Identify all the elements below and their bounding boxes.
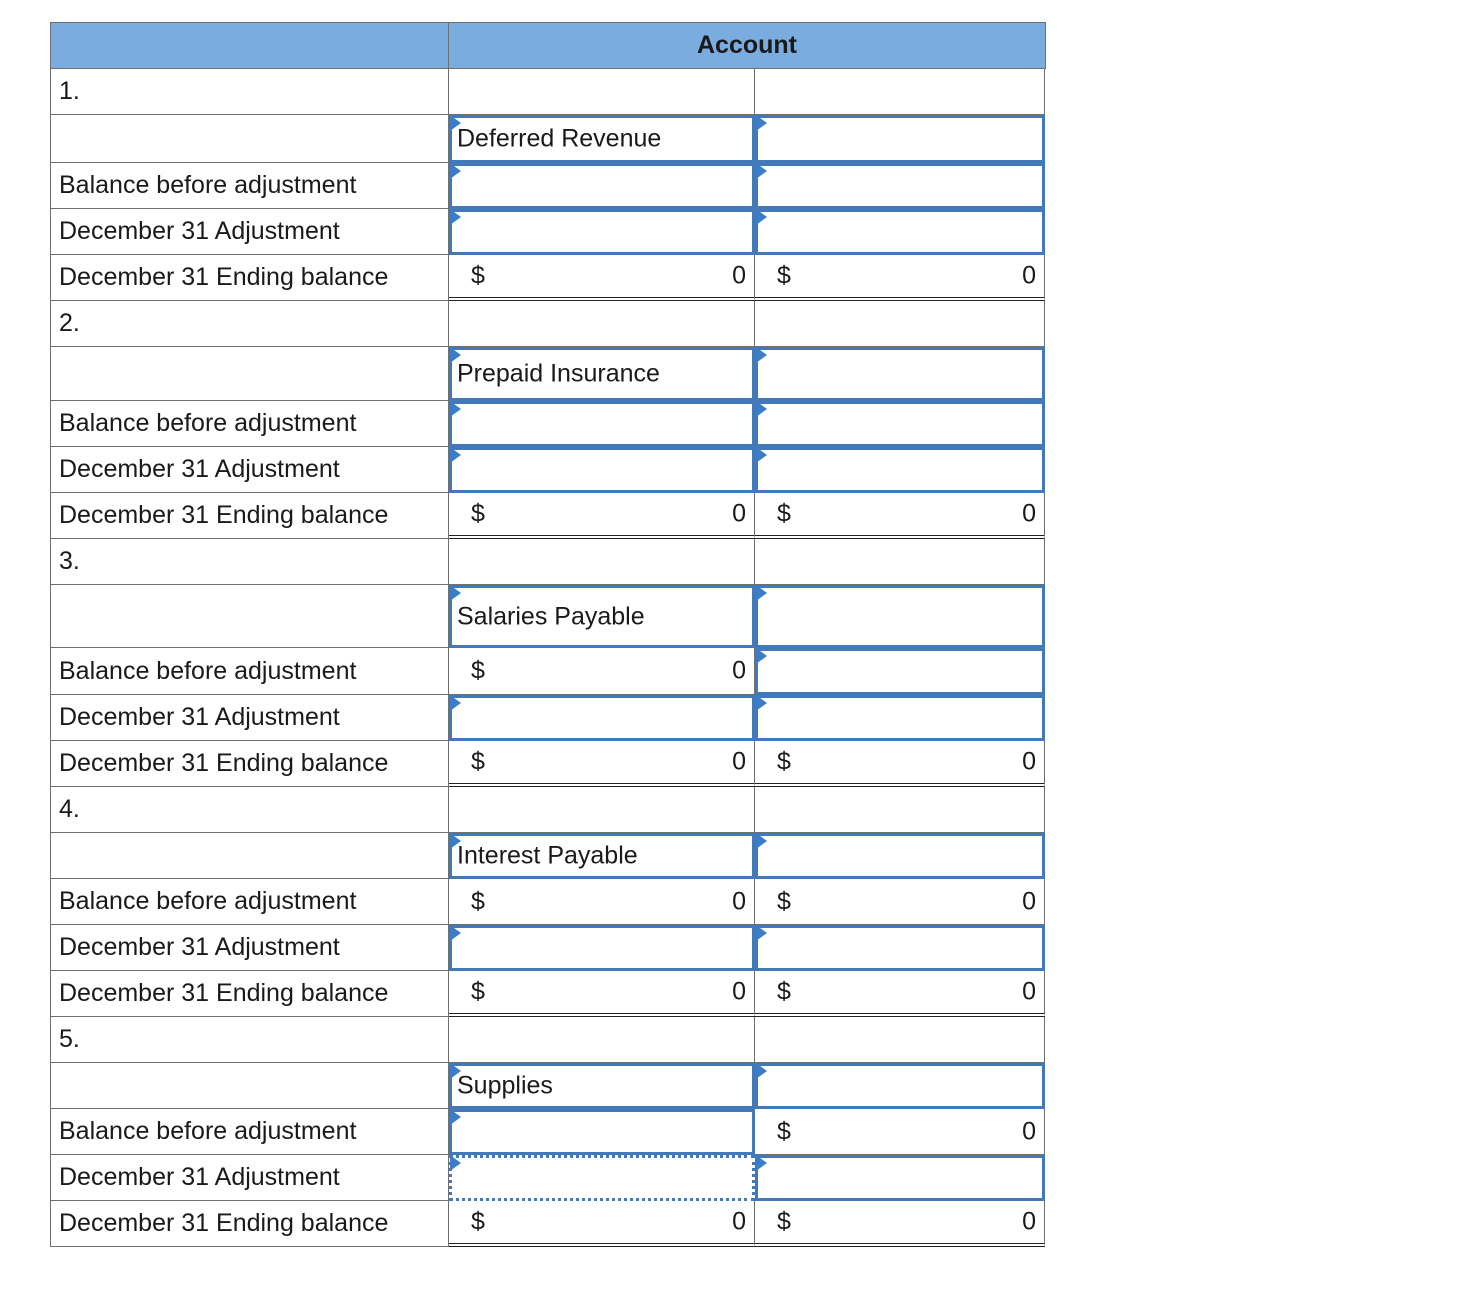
dollar-sign: $ bbox=[471, 261, 485, 290]
account-name: Interest Payable bbox=[457, 841, 638, 870]
section-number-row bbox=[50, 787, 1046, 833]
adjustment-left-input[interactable] bbox=[449, 1155, 755, 1201]
balance-label: Balance before adjustment bbox=[50, 879, 449, 925]
section-number-row bbox=[50, 1017, 1046, 1063]
blank-label-cell bbox=[50, 347, 449, 401]
header-title: Account bbox=[697, 31, 797, 59]
adjustment-label: December 31 Adjustment bbox=[50, 925, 449, 971]
ending-balance-row bbox=[50, 1201, 1046, 1247]
ending-right-value bbox=[755, 255, 1045, 301]
amount-value: 0 bbox=[732, 977, 746, 1006]
account-side-input[interactable] bbox=[755, 585, 1045, 648]
blank-cell bbox=[449, 539, 755, 585]
ending-left-value bbox=[449, 493, 755, 539]
balance-row bbox=[50, 163, 1046, 209]
ending-balance-label: December 31 Ending balance bbox=[50, 1201, 449, 1247]
balance-label: Balance before adjustment bbox=[50, 648, 449, 695]
adjustment-left-input[interactable] bbox=[449, 447, 755, 493]
blank-cell bbox=[755, 69, 1045, 115]
amount-value: 0 bbox=[732, 887, 746, 915]
adjustment-label: December 31 Adjustment bbox=[50, 1155, 449, 1201]
ending-right-value bbox=[755, 741, 1045, 787]
dollar-sign: $ bbox=[471, 1207, 485, 1236]
adjustment-right-input[interactable] bbox=[755, 1155, 1045, 1201]
account-name-row bbox=[50, 1063, 1046, 1109]
amount-value: 0 bbox=[1022, 1207, 1036, 1236]
adjustment-right-input[interactable] bbox=[755, 925, 1045, 971]
dollar-sign: $ bbox=[471, 747, 485, 776]
blank-cell bbox=[755, 539, 1045, 585]
blank-cell bbox=[755, 787, 1045, 833]
balance-row bbox=[50, 648, 1046, 695]
ending-balance-row bbox=[50, 255, 1046, 301]
dollar-sign: $ bbox=[777, 499, 791, 528]
account-name: Salaries Payable bbox=[457, 602, 645, 630]
account-name-row bbox=[50, 833, 1046, 879]
dollar-sign: $ bbox=[471, 499, 485, 528]
balance-left-input[interactable] bbox=[449, 401, 755, 447]
ending-left-value bbox=[449, 741, 755, 787]
account-side-input[interactable] bbox=[755, 833, 1045, 879]
ending-left-value bbox=[449, 1201, 755, 1247]
adjustment-row bbox=[50, 447, 1046, 493]
amount-value: 0 bbox=[732, 1207, 746, 1236]
ending-right-value bbox=[755, 971, 1045, 1017]
dollar-sign: $ bbox=[471, 977, 485, 1006]
ending-balance-label: December 31 Ending balance bbox=[50, 741, 449, 787]
ending-right-value bbox=[755, 493, 1045, 539]
account-name-select[interactable] bbox=[449, 1063, 755, 1109]
dollar-sign: $ bbox=[471, 887, 485, 915]
account-name-row bbox=[50, 115, 1046, 163]
section-number: 5. bbox=[50, 1017, 449, 1063]
blank-label-cell bbox=[50, 833, 449, 879]
adjustment-row bbox=[50, 925, 1046, 971]
account-side-input[interactable] bbox=[755, 115, 1045, 163]
balance-right-input[interactable] bbox=[755, 401, 1045, 447]
dollar-sign: $ bbox=[777, 1117, 791, 1145]
balance-right-value bbox=[755, 1109, 1045, 1155]
ending-balance-row bbox=[50, 493, 1046, 539]
blank-cell bbox=[449, 69, 755, 115]
section-number: 4. bbox=[50, 787, 449, 833]
adjustment-left-input[interactable] bbox=[449, 925, 755, 971]
adjustment-left-input[interactable] bbox=[449, 695, 755, 741]
balance-left-input[interactable] bbox=[449, 163, 755, 209]
ending-left-value bbox=[449, 971, 755, 1017]
amount-value: 0 bbox=[732, 499, 746, 528]
table-header-row bbox=[50, 22, 1046, 69]
amount-value: 0 bbox=[1022, 499, 1036, 528]
account-name: Deferred Revenue bbox=[457, 124, 662, 153]
amount-value: 0 bbox=[1022, 261, 1036, 290]
account-name-row bbox=[50, 585, 1046, 648]
dollar-sign: $ bbox=[777, 1207, 791, 1236]
balance-right-input[interactable] bbox=[755, 648, 1045, 695]
ending-balance-label: December 31 Ending balance bbox=[50, 971, 449, 1017]
adjustment-right-input[interactable] bbox=[755, 695, 1045, 741]
balance-label: Balance before adjustment bbox=[50, 401, 449, 447]
account-name-select[interactable] bbox=[449, 347, 755, 401]
amount-value: 0 bbox=[1022, 747, 1036, 776]
adjustment-right-input[interactable] bbox=[755, 447, 1045, 493]
section-number: 1. bbox=[50, 69, 449, 115]
ending-balance-row bbox=[50, 741, 1046, 787]
amount-value: 0 bbox=[1022, 1117, 1036, 1145]
amount-value: 0 bbox=[732, 261, 746, 290]
adjustment-label: December 31 Adjustment bbox=[50, 695, 449, 741]
amount-value: 0 bbox=[732, 747, 746, 776]
balance-left-input[interactable] bbox=[449, 1109, 755, 1155]
balance-row bbox=[50, 1109, 1046, 1155]
dollar-sign: $ bbox=[777, 977, 791, 1006]
adjustment-row bbox=[50, 695, 1046, 741]
section-number-row bbox=[50, 301, 1046, 347]
header-blank-cell bbox=[50, 22, 449, 69]
amount-value: 0 bbox=[1022, 977, 1036, 1006]
ending-right-value bbox=[755, 1201, 1045, 1247]
ending-left-value bbox=[449, 255, 755, 301]
ending-balance-row bbox=[50, 971, 1046, 1017]
blank-cell bbox=[755, 301, 1045, 347]
balance-row bbox=[50, 401, 1046, 447]
section-number: 3. bbox=[50, 539, 449, 585]
balance-label: Balance before adjustment bbox=[50, 163, 449, 209]
ending-balance-label: December 31 Ending balance bbox=[50, 255, 449, 301]
blank-label-cell bbox=[50, 1063, 449, 1109]
balance-left-value bbox=[449, 648, 755, 695]
account-name: Prepaid Insurance bbox=[457, 359, 660, 388]
account-side-input[interactable] bbox=[755, 1063, 1045, 1109]
adjustment-right-input[interactable] bbox=[755, 209, 1045, 255]
adjustment-row bbox=[50, 209, 1046, 255]
adjustment-left-input[interactable] bbox=[449, 209, 755, 255]
dollar-sign: $ bbox=[471, 656, 485, 685]
amount-value: 0 bbox=[732, 656, 746, 685]
account-name-select[interactable] bbox=[449, 585, 755, 648]
adjustment-row bbox=[50, 1155, 1046, 1201]
dollar-sign: $ bbox=[777, 747, 791, 776]
amount-value: 0 bbox=[1022, 887, 1036, 915]
section-number-row bbox=[50, 539, 1046, 585]
section-number-row bbox=[50, 69, 1046, 115]
dollar-sign: $ bbox=[777, 261, 791, 290]
balance-left-value bbox=[449, 879, 755, 925]
balance-right-input[interactable] bbox=[755, 163, 1045, 209]
blank-cell bbox=[449, 301, 755, 347]
account-name: Supplies bbox=[457, 1071, 553, 1100]
ending-balance-label: December 31 Ending balance bbox=[50, 493, 449, 539]
account-name-row bbox=[50, 347, 1046, 401]
blank-cell bbox=[449, 787, 755, 833]
account-name-select[interactable] bbox=[449, 833, 755, 879]
adjustment-label: December 31 Adjustment bbox=[50, 447, 449, 493]
balance-right-value bbox=[755, 879, 1045, 925]
blank-label-cell bbox=[50, 585, 449, 648]
adjustment-label: December 31 Adjustment bbox=[50, 209, 449, 255]
dollar-sign: $ bbox=[777, 887, 791, 915]
blank-cell bbox=[755, 1017, 1045, 1063]
blank-label-cell bbox=[50, 115, 449, 163]
account-name-select[interactable] bbox=[449, 115, 755, 163]
balance-row bbox=[50, 879, 1046, 925]
account-side-input[interactable] bbox=[755, 347, 1045, 401]
blank-cell bbox=[449, 1017, 755, 1063]
balance-label: Balance before adjustment bbox=[50, 1109, 449, 1155]
section-number: 2. bbox=[50, 301, 449, 347]
